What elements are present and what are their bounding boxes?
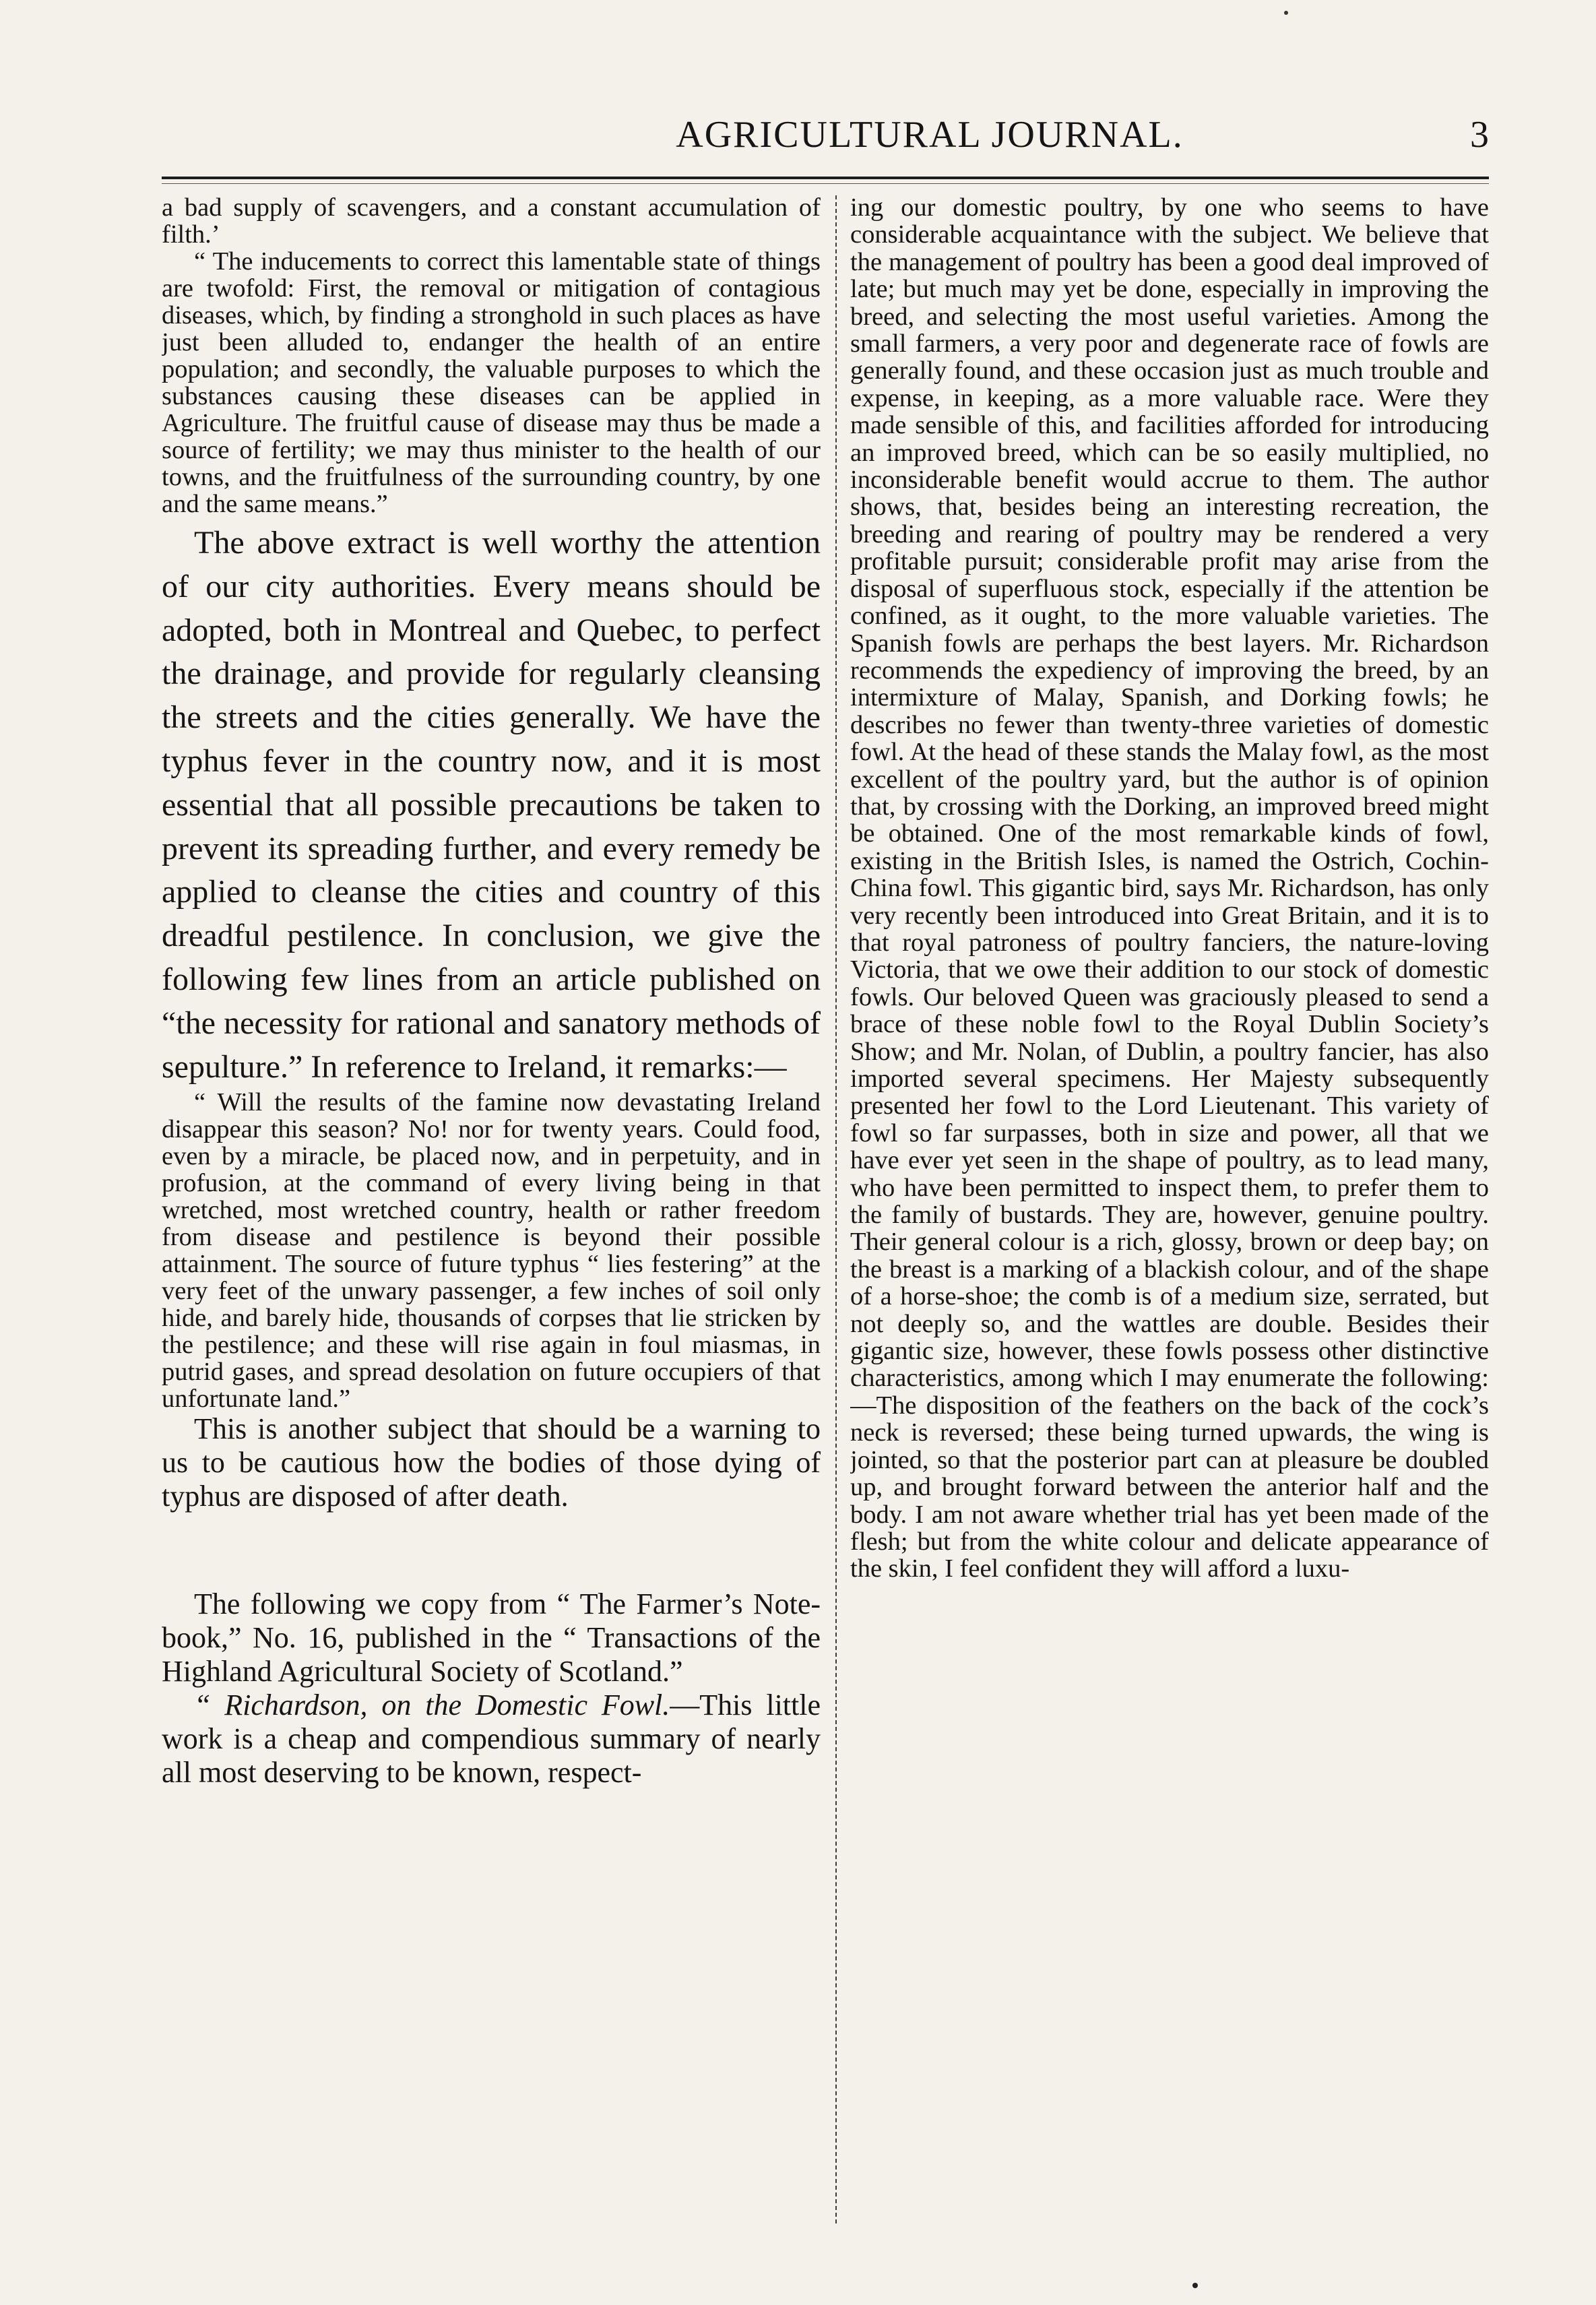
paragraph: a bad supply of scavengers, and a constant accumulation of filth.’ bbox=[162, 194, 821, 249]
paragraph: “ The inducements to correct this lamentable state of things are twofold: First, the removal or mitigation of contagious diseases, which, by finding a stronghold in such places as have just been alluded to, endanger the health of an entire population; and secondly, the valuable purposes to which the substances causing these diseases can be applied in Agriculture. The fruitful cause of disease may thus be made a source of fertility; we may thus minister to the health of our towns, and the fruitfulness of the surrounding country, by one and the same means.” bbox=[162, 247, 821, 518]
review-text: —This little work is a cheap and compendious summary of nearly all most deserving to be known, respect- bbox=[162, 1688, 821, 1790]
paragraph: This is another subject that should be a warning to us to be cautious how the bodies of those dying of typhus are disposed of after death. bbox=[162, 1412, 821, 1513]
page-header bbox=[162, 113, 1489, 167]
header-rule bbox=[162, 177, 1489, 179]
quotation: “ Will the results of the famine now devastating Ireland disappear this season? No! nor for twenty years. Could food, even by a miracle, be placed now, and in perpetuity, and in profusion, at the command of every living being in that wretched, most wretched country, health or rather freedom from disease and pestilence is beyond their possible attainment. The source of future typhus “ lies festering” at the very feet of the unwary passenger, a few inches of soil only hide, and barely hide, thousands of corpses that lie stricken by the pestilence; and these will rise again in foul miasmas, in putrid gases, and spread desolation on future occupiers of that unfortunate land.” bbox=[162, 1088, 821, 1414]
running-head: AGRICULTURAL JOURNAL. bbox=[676, 114, 1184, 156]
right-column bbox=[850, 194, 1489, 2305]
paragraph bbox=[162, 1688, 821, 1790]
column-divider bbox=[835, 195, 837, 2223]
paragraph: The following we copy from “ The Farmer’s Note-book,” No. 16, published in the “ Transactions of the Highland Agricultural Society of Scotland.” bbox=[162, 1587, 821, 1688]
left-column bbox=[162, 194, 821, 2305]
review-title: “ Richardson, on the Domestic Fowl. bbox=[194, 1688, 670, 1722]
paragraph: ing our domestic poultry, by one who seems to have considerable acquaintance with the subject. We believe that the management of poultry has been a good deal improved of late; but much may yet be done, especially in improving the breed, and selecting the most useful varieties. Among the small farmers, a very poor and degenerate race of fowls are generally found, and these occasion just as much trouble and expense, in keeping, as a more valuable race. Were they made sensible of this, and facilities afforded for introducing an improved breed, which can be so easily multiplied, no inconsiderable benefit would accrue to them. The author shows, that, besides being an interesting recreation, the breeding and rearing of poultry may be rendered a very profitable pursuit; considerable profit may arise from the disposal of superfluous stock, especially if the attention be confined, as it ought, to the more valuable varieties. The Spanish fowls are perhaps the best layers. Mr. Richardson recommends the expediency of improving the breed, by an intermixture of Malay, Spanish, and Dorking fowls; he describes no fewer than twenty-three varieties of domestic fowl. At the head of these stands the Malay fowl, as the most excellent of the poultry yard, but the author is of opinion that, by crossing with the Dorking, an improved breed might be obtained. One of the most remarkable kinds of fowl, existing in the British Isles, is named the Ostrich, Cochin-China fowl. This gigantic bird, says Mr. Richardson, has only very recently been introduced into Great Britain, and it is to that royal patroness of poultry fanciers, the nature-loving Victoria, that we owe their addition to our stock of domestic fowls. Our beloved Queen was graciously pleased to send a brace of these noble fowl to the Royal Dublin Society’s Show; and Mr. Nolan, of Dublin, a poultry fancier, has also imported several specimens. Her Majesty subsequently presented her fowl to the Lord Lieutenant. This variety of fowl so far surpasses, both in size and power, all that we have ever yet seen in the shape of poultry, as to lead many, who have been permitted to inspect them, to prefer them to the family of bustards. They are, however, genuine poultry. Their general colour is a rich, glossy, brown or deep bay; on the breast is a marking of a blackish colour, and of the shape of a horse-shoe; the comb is of a medium size, serrated, but not deeply so, and the wattles are double. Besides their gigantic size, however, these fowls possess other distinctive characteristics, among which I may enumerate the following:—The disposition of the feathers on the back of the cock’s neck is reversed; these being turned upwards, the wing is jointed, so that the posterior part can at pleasure be doubled up, and brought forward between the anterior half and the body. I am not aware whether trial has yet been made of the flesh; but from the white colour and delicate appearance of the skin, I feel confident they will afford a luxu- bbox=[850, 194, 1489, 1583]
page-number: 3 bbox=[1470, 114, 1489, 156]
print-speck bbox=[1284, 11, 1288, 15]
header-rule-thin bbox=[162, 183, 1489, 184]
print-speck bbox=[1192, 2283, 1198, 2288]
paragraph: The above extract is well worthy the attention of our city authorities. Every means should be adopted, both in Montreal and Quebec, to perfect the drainage, and provide for regularly cleansing the streets and the cities generally. We have the typhus fever in the country now, and it is most essential that all possible precautions be taken to prevent its spreading further, and every remedy be applied to cleanse the cities and country of this dreadful pestilence. In conclusion, we give the following few lines from an article published on “the necessity for rational and sanatory methods of sepulture.” In reference to Ireland, it remarks:— bbox=[162, 525, 821, 1085]
